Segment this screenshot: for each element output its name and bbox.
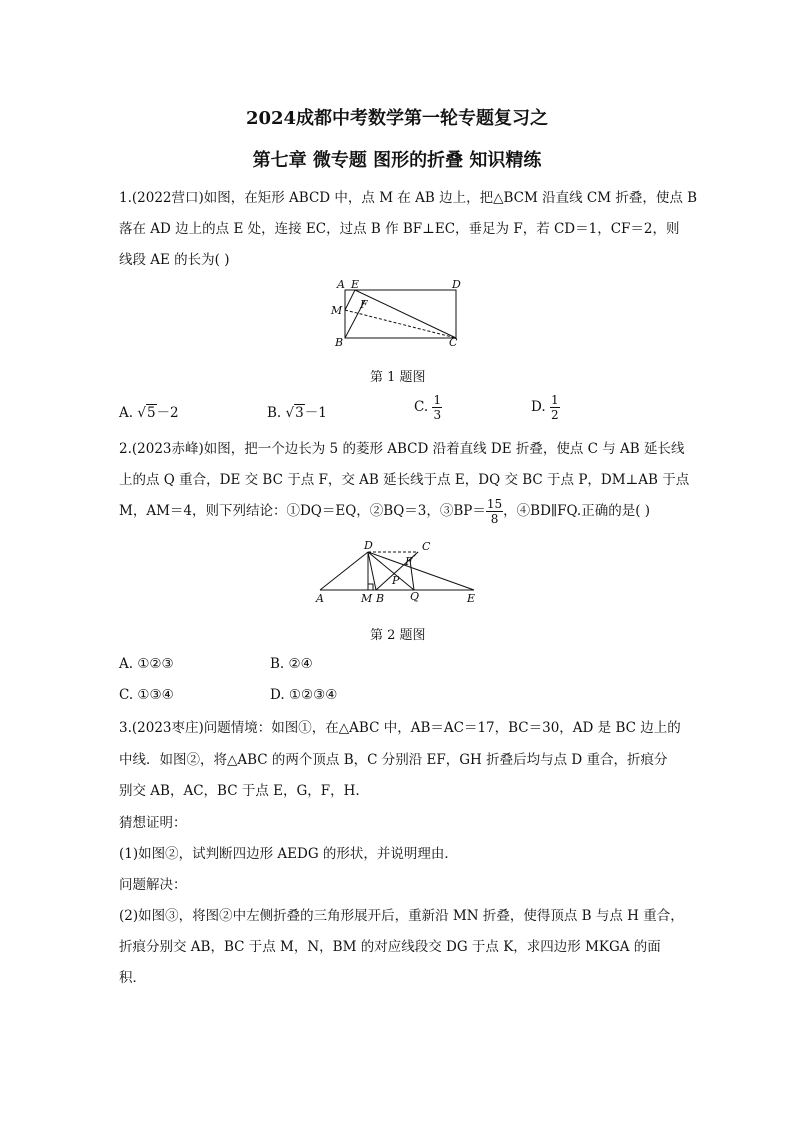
q2-label-q: Q <box>410 590 420 603</box>
q2-option-c: C. ①③④ <box>119 687 174 703</box>
q2-label-d: D <box>364 539 373 552</box>
q1-figure <box>325 276 470 350</box>
q2-line-1: 2.(2023赤峰)如图，把一个边长为 5 的菱形 ABCD 沿着直线 DE 折叠，使点 C 与 AB 延长线 <box>119 441 685 457</box>
q1-label-a: A <box>337 278 345 291</box>
q2-label-f: F <box>405 555 413 568</box>
q1-line-mc <box>345 310 456 338</box>
q1-option-b: B. √3－1 <box>267 405 327 421</box>
q1-label-b: B <box>335 336 344 349</box>
q2-line-de <box>368 552 474 590</box>
q1-line-ec <box>355 290 456 338</box>
q2-label-e: E <box>467 592 476 605</box>
q2-option-b: B. ②④ <box>270 656 313 672</box>
q2-label-a: A <box>316 592 324 605</box>
q1-label-e: E <box>351 278 360 291</box>
q1-label-c: C <box>449 336 458 349</box>
q3-line-2: 中线．如图②，将△ABC 的两个顶点 B，C 分别沿 EF，GH 折叠后均与点 D 重合，折痕分 <box>119 752 668 768</box>
q3-line-1: 3.(2023枣庄)问题情境：如图①，在△ABC 中，AB＝AC＝17，BC＝30，AD 是 BC 边上的 <box>119 720 681 736</box>
q1-option-a: A. √5－2 <box>119 405 179 421</box>
title-line-2: 第七章 微专题 图形的折叠 知识精练 <box>252 150 542 171</box>
q2-label-c: C <box>422 540 431 553</box>
q1-line-2: 落在 AD 边上的点 E 处，连接 EC，过点 B 作 BF⊥EC，垂足为 F，若 CD＝1，CF＝2，则 <box>119 221 680 237</box>
q1-label-m: M <box>331 304 343 317</box>
q2-option-a: A. ①②③ <box>119 656 174 672</box>
q2-label-p: P <box>392 574 400 587</box>
q2-label-m: M <box>361 592 373 605</box>
q1-line-3: 线段 AE 的长为( ) <box>119 252 230 268</box>
q3-line-5: (1)如图②，试判断四边形 AEDG 的形状，并说明理由． <box>119 846 458 862</box>
q1-caption: 第 1 题图 <box>370 370 426 385</box>
q1-line-1: 1.(2022营口)如图，在矩形 ABCD 中，点 M 在 AB 边上，把△BCM 沿直线 CM 折叠，使点 B <box>119 190 698 206</box>
q1-label-f: F <box>360 298 368 311</box>
q3-line-9: 积． <box>119 970 146 986</box>
q1-option-c: C. $\frac{1}{3}$ <box>414 393 442 422</box>
q2-label-b: B <box>376 592 385 605</box>
q3-line-6: 问题解决： <box>119 877 187 893</box>
q1-label-d: D <box>452 278 461 291</box>
q1-line-em <box>345 290 355 310</box>
q2-line-3: M，AM＝4，则下列结论：①DQ＝EQ，②BQ＝3，③BP＝ $\frac{15}{8}$ ，④BD∥FQ.正确的是( ) <box>119 497 651 526</box>
q3-line-4: 猜想证明： <box>119 815 187 831</box>
q2-line-ad <box>320 552 368 590</box>
q1-option-d: D. $\frac{1}{2}$ <box>531 393 559 422</box>
q3-line-3: 别交 AB，AC，BC 于点 E，G，F，H. <box>119 783 360 799</box>
q2-figure <box>310 538 490 606</box>
q2-line-2: 上的点 Q 重合，DE 交 BC 于点 F，交 AB 延长线于点 E，DQ 交 BC 于点 P，DM⊥AB 于点 <box>119 472 690 488</box>
q2-option-d: D. ①②③④ <box>270 687 338 703</box>
q3-line-8: 折痕分别交 AB，BC 于点 M，N，BM 的对应线段交 DG 于点 K，求四边形 MKGA 的面 <box>119 939 661 955</box>
title-line-1: 2024成都中考数学第一轮专题复习之 <box>245 108 549 129</box>
q3-line-7: (2)如图③，将图②中左侧折叠的三角形展开后，重新沿 MN 折叠，使得顶点 B 与点 H 重合， <box>119 908 684 924</box>
q2-right-angle-mark <box>368 584 373 590</box>
q2-caption: 第 2 题图 <box>370 628 426 643</box>
